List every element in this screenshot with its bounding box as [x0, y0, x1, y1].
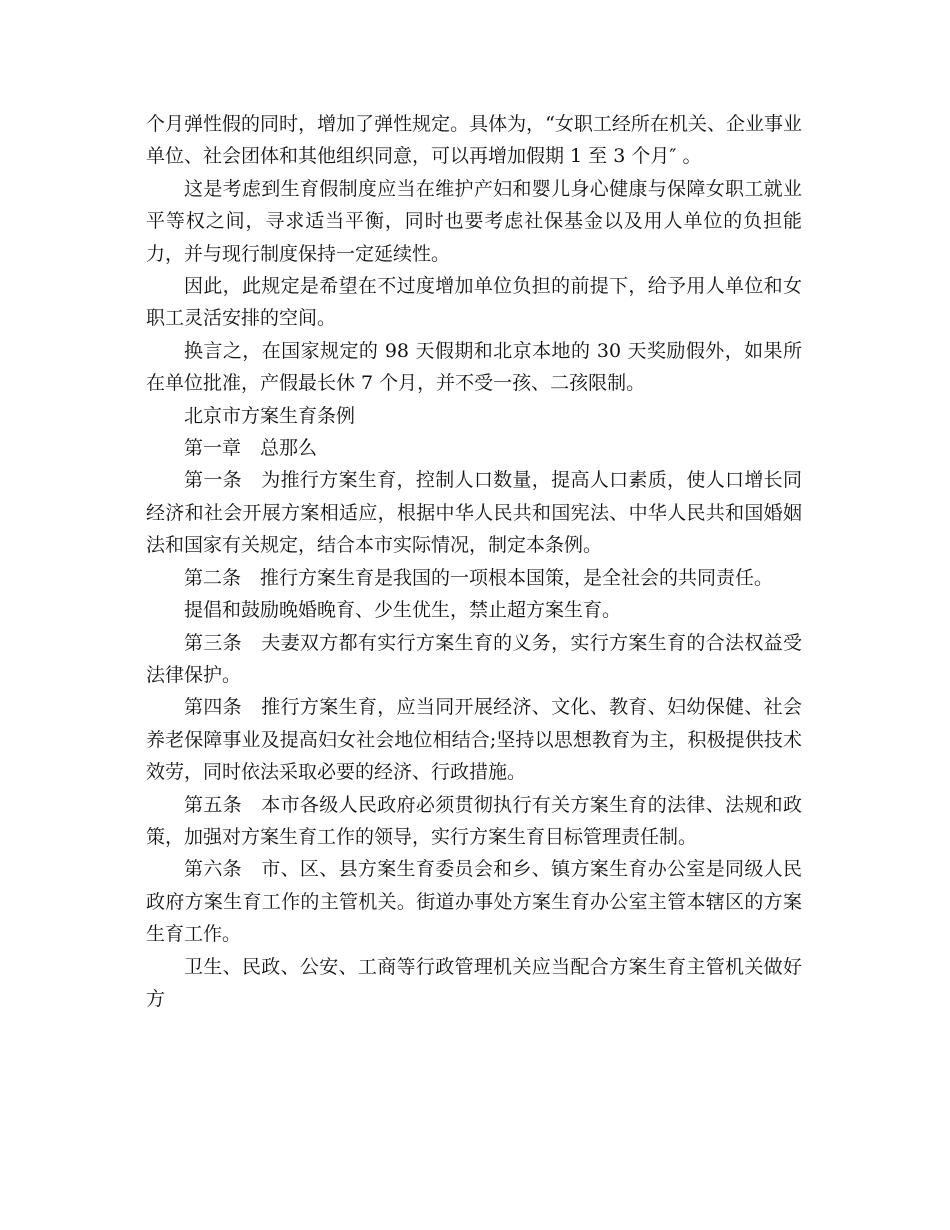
paragraph-considerations: 这是考虑到生育假制度应当在维护产妇和婴儿身心健康与保障女职工就业平等权之间，寻求适当平衡，同时也要考虑社保基金以及用人单位的负担能力，并与现行制度保持一定延续性。: [146, 177, 802, 265]
document-page: [146, 108, 802, 1015]
article-6: 第六条 市、区、县方案生育委员会和乡、镇方案生育办公室是同级人民政府方案生育工作的主管机关。街道办事处方案生育办公室主管本辖区的方案生育工作。: [146, 858, 802, 946]
article-6-continued: 卫生、民政、公安、工商等行政管理机关应当配合方案生育主管机关做好方: [146, 955, 802, 1010]
article-2-continued: 提倡和鼓励晚婚晚育、少生优生，禁止超方案生育。: [184, 599, 622, 622]
article-5: 第五条 本市各级人民政府必须贯彻执行有关方案生育的法律、法规和政策，加强对方案生育工作的领导，实行方案生育目标管理责任制。: [146, 793, 802, 848]
article-3: 第三条 夫妻双方都有实行方案生育的义务，实行方案生育的合法权益受法律保护。: [146, 631, 802, 686]
article-4: 第四条 推行方案生育，应当同开展经济、文化、教育、妇幼保健、社会养老保障事业及提高妇女社会地位相结合;坚持以思想教育为主，积极提供技术效劳，同时依法采取必要的经济、行政措施。: [146, 696, 802, 784]
paragraph-therefore: 因此，此规定是希望在不过度增加单位负担的前提下，给予用人单位和女职工灵活安排的空间。: [146, 275, 802, 330]
chapter-heading: 第一章 总那么: [184, 437, 318, 460]
article-1: 第一条 为推行方案生育，控制人口数量，提高人口素质，使人口增长同经济和社会开展方案相适应，根据中华人民共和国宪法、中华人民共和国婚姻法和国家有关规定，结合本市实际情况，制定本条例。: [146, 469, 802, 557]
regulation-title: 北京市方案生育条例: [184, 404, 356, 427]
article-2: 第二条 推行方案生育是我国的一项根本国策，是全社会的共同责任。: [184, 566, 774, 589]
paragraph-continuation: 个月弹性假的同时，增加了弹性规定。具体为，“女职工经所在机关、企业事业单位、社会团体和其他组织同意，可以再增加假期 1 至 3 个月″ 。: [146, 113, 802, 168]
paragraph-in-other-words: 换言之，在国家规定的 98 天假期和北京本地的 30 天奖励假外，如果所在单位批准，产假最长休 7 个月，并不受一孩、二孩限制。: [146, 339, 802, 395]
